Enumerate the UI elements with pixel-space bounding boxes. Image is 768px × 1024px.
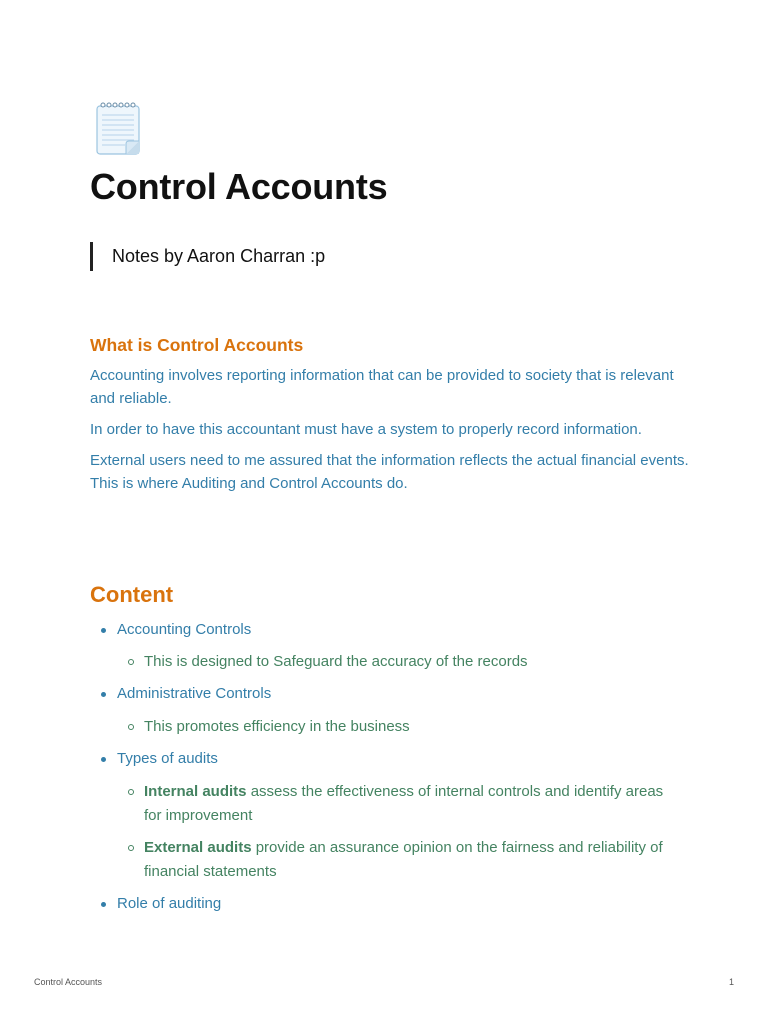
author-quote: Notes by Aaron Charran :p: [90, 242, 325, 271]
list-item-types-of-audits: Types of audits: [117, 750, 218, 767]
notepad-icon: [95, 100, 143, 156]
paragraph-2: In order to have this accountant must have a system to properly record information.: [90, 421, 642, 438]
section-heading-content: Content: [90, 582, 174, 607]
list-item-administrative-controls: Administrative Controls: [117, 685, 272, 702]
page-number: 1: [728, 977, 734, 987]
paragraph-3: External users need to me assured that the information reflects the actual financial events. This is where Auditing and Control Accounts do.: [90, 452, 689, 492]
sub-list-item-external-audits: External audits provide an assurance opinion on the fairness and reliability of financial statements: [144, 839, 663, 880]
sub-bullet-circle: [128, 659, 134, 665]
footer-title: Control Accounts: [34, 977, 103, 987]
sub-bullet-circle: [128, 724, 134, 730]
page-title: Control Accounts: [90, 166, 388, 207]
sub-list-item: This is designed to Safeguard the accuracy of the records: [144, 653, 528, 670]
sub-bullet-circle: [128, 789, 134, 795]
sub-list-item-internal-audits: Internal audits assess the effectiveness of internal controls and identify areas for improvement: [144, 783, 664, 824]
bullet-dot: [101, 692, 106, 697]
paragraph-1: Accounting involves reporting information that can be provided to society that is relevant and reliable.: [90, 367, 674, 407]
section-heading-what-is: What is Control Accounts: [90, 335, 304, 355]
sub-bullet-circle: [128, 845, 134, 851]
sub-list-item: This promotes efficiency in the business: [144, 718, 410, 735]
bullet-dot: [101, 628, 106, 633]
bullet-dot: [101, 757, 106, 762]
bullet-dot: [101, 902, 106, 907]
list-item-role-of-auditing: Role of auditing: [117, 895, 222, 912]
list-item-accounting-controls: Accounting Controls: [117, 621, 252, 638]
